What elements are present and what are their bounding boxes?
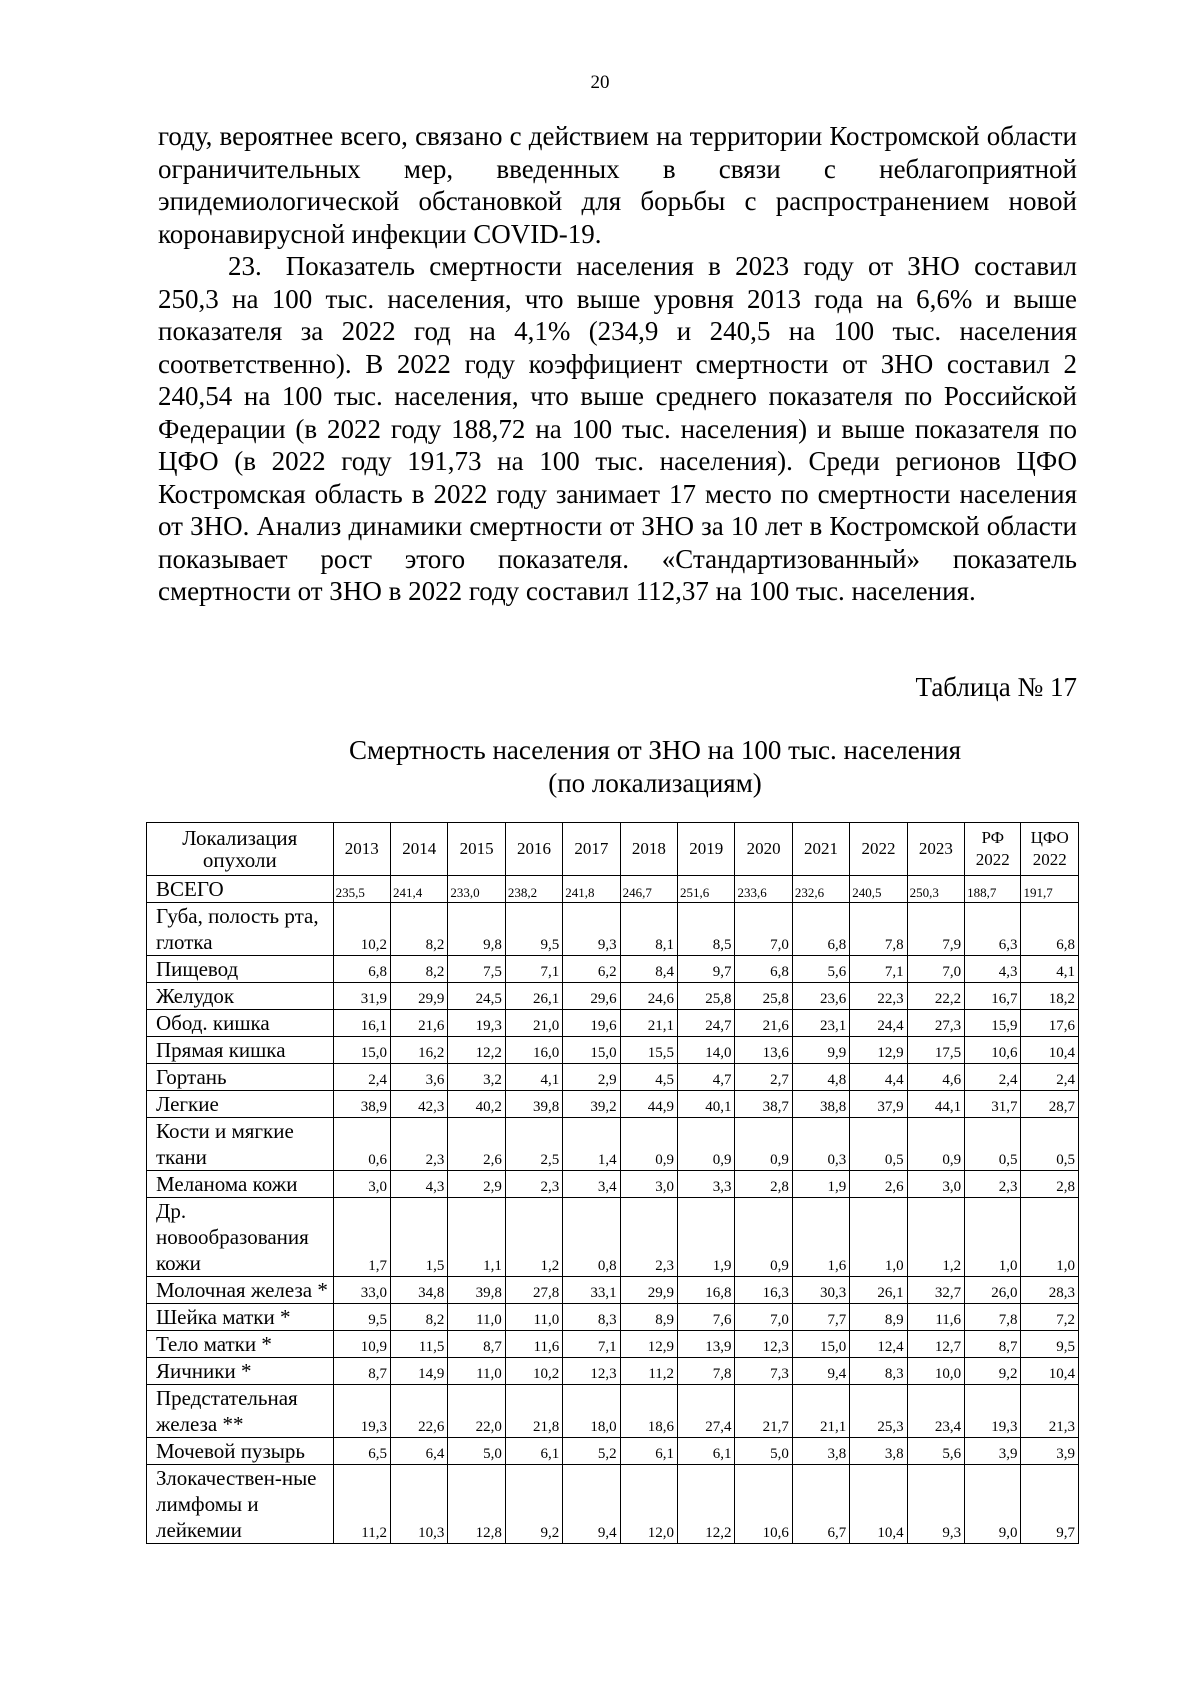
table-row (147, 1037, 1079, 1064)
table-cell: 251,6 (678, 876, 735, 903)
table-cell: 39,8 (505, 1091, 562, 1118)
header-row (147, 823, 1079, 876)
table-cell: 7,1 (850, 956, 907, 983)
table-cell: 24,7 (678, 1010, 735, 1037)
row-localization: Яичники * (147, 1358, 334, 1385)
table-cell: 4,6 (907, 1064, 964, 1091)
table-cell: 7,8 (850, 903, 907, 956)
page-number: 20 (590, 72, 610, 93)
table-cell: 16,1 (333, 1010, 390, 1037)
header-year: 2015 (448, 823, 505, 876)
table-cell: 1,5 (391, 1198, 448, 1277)
table-cell: 10,4 (850, 1465, 907, 1544)
table-cell: 12,9 (620, 1331, 677, 1358)
table-cell: 15,0 (333, 1037, 390, 1064)
table-cell: 233,6 (735, 876, 792, 903)
table-header (147, 823, 1079, 876)
row-localization: Губа, полость рта, глотка (147, 903, 334, 956)
table-cell: 0,5 (965, 1118, 1021, 1171)
table-cell: 31,9 (333, 983, 390, 1010)
table-cell: 9,2 (965, 1358, 1021, 1385)
table-cell: 3,0 (333, 1171, 390, 1198)
table-cell: 8,4 (620, 956, 677, 983)
table-cell: 39,8 (448, 1277, 505, 1304)
table-cell: 3,2 (448, 1064, 505, 1091)
table-cell: 8,7 (333, 1358, 390, 1385)
table-row (147, 1465, 1079, 1544)
table-cell: 1,9 (678, 1198, 735, 1277)
table-cell: 2,6 (850, 1171, 907, 1198)
header-year: 2019 (678, 823, 735, 876)
table-cell: 12,7 (907, 1331, 964, 1358)
table-cell: 4,3 (391, 1171, 448, 1198)
table-row (147, 1358, 1079, 1385)
table-cell: 11,6 (505, 1331, 562, 1358)
table-cell: 9,5 (1021, 1331, 1079, 1358)
table-cell: 2,3 (965, 1171, 1021, 1198)
table-cell: 0,9 (735, 1118, 792, 1171)
table-cell: 8,2 (391, 956, 448, 983)
table-cell: 11,2 (333, 1465, 390, 1544)
mortality-table (146, 822, 1079, 1544)
table-cell: 33,0 (333, 1277, 390, 1304)
table-cell: 7,7 (792, 1304, 849, 1331)
table-cell: 4,1 (1021, 956, 1079, 983)
table-cell: 8,3 (563, 1304, 620, 1331)
table-row (147, 1171, 1079, 1198)
table-cell: 3,9 (965, 1438, 1021, 1465)
table-cell: 21,0 (505, 1010, 562, 1037)
table-cell: 1,0 (850, 1198, 907, 1277)
table-cell: 9,7 (1021, 1465, 1079, 1544)
table-cell: 5,0 (448, 1438, 505, 1465)
table-cell: 8,7 (965, 1331, 1021, 1358)
table-cell: 4,5 (620, 1064, 677, 1091)
table-cell: 10,2 (333, 903, 390, 956)
table-cell: 2,3 (505, 1171, 562, 1198)
table-cell: 22,2 (907, 983, 964, 1010)
table-cell: 1,4 (563, 1118, 620, 1171)
table-cell: 3,9 (1021, 1438, 1079, 1465)
table-cell: 250,3 (907, 876, 964, 903)
table-cell: 6,1 (678, 1438, 735, 1465)
table-cell: 28,7 (1021, 1091, 1079, 1118)
row-localization: Легкие (147, 1091, 334, 1118)
table-cell: 232,6 (792, 876, 849, 903)
table-cell: 241,4 (391, 876, 448, 903)
table-cell: 7,9 (907, 903, 964, 956)
table-cell: 246,7 (620, 876, 677, 903)
table-cell: 10,0 (907, 1358, 964, 1385)
table-cell: 21,8 (505, 1385, 562, 1438)
table-cell: 8,2 (391, 1304, 448, 1331)
header-year: 2016 (505, 823, 562, 876)
table-cell: 0,5 (1021, 1118, 1079, 1171)
table-cell: 16,3 (735, 1277, 792, 1304)
table-cell: 15,0 (792, 1331, 849, 1358)
table-cell: 40,1 (678, 1091, 735, 1118)
table-cell: 19,6 (563, 1010, 620, 1037)
table-cell: 0,5 (850, 1118, 907, 1171)
table-cell: 42,3 (391, 1091, 448, 1118)
table-cell: 0,9 (620, 1118, 677, 1171)
table-cell: 31,7 (965, 1091, 1021, 1118)
header-year: 2022 (850, 823, 907, 876)
table-cell: 44,9 (620, 1091, 677, 1118)
table-cell: 29,9 (391, 983, 448, 1010)
table-cell: 0,9 (678, 1118, 735, 1171)
table-cell: 15,5 (620, 1037, 677, 1064)
row-localization: Прямая кишка (147, 1037, 334, 1064)
table-cell: 24,6 (620, 983, 677, 1010)
table-cell: 2,8 (1021, 1171, 1079, 1198)
table-cell: 3,4 (563, 1171, 620, 1198)
header-year: 2017 (563, 823, 620, 876)
header-localization: Локализация опухоли (147, 823, 334, 876)
table-cell: 9,0 (965, 1465, 1021, 1544)
table-row (147, 1091, 1079, 1118)
table-cell: 22,3 (850, 983, 907, 1010)
table-cell: 8,1 (620, 903, 677, 956)
table-cell: 13,6 (735, 1037, 792, 1064)
table-row (147, 1010, 1079, 1037)
table-cell: 8,9 (850, 1304, 907, 1331)
row-localization: Обод. кишка (147, 1010, 334, 1037)
table-cell: 21,1 (792, 1385, 849, 1438)
table-cell: 16,8 (678, 1277, 735, 1304)
table-cell: 9,5 (333, 1304, 390, 1331)
table-cell: 7,0 (907, 956, 964, 983)
mortality-table-wrapper (146, 822, 1079, 1544)
table-cell: 38,8 (792, 1091, 849, 1118)
table-cell: 2,3 (391, 1118, 448, 1171)
table-cell: 7,0 (735, 903, 792, 956)
table-cell: 9,2 (505, 1465, 562, 1544)
table-row (147, 1304, 1079, 1331)
header-year: 2013 (333, 823, 390, 876)
table-cell: 21,6 (735, 1010, 792, 1037)
table-cell: 4,3 (965, 956, 1021, 983)
table-row (147, 1198, 1079, 1277)
table-cell: 10,6 (735, 1465, 792, 1544)
table-cell: 7,8 (678, 1358, 735, 1385)
row-localization: Предстательная железа ** (147, 1385, 334, 1438)
table-cell: 241,8 (563, 876, 620, 903)
table-cell: 32,7 (907, 1277, 964, 1304)
table-cell: 29,9 (620, 1277, 677, 1304)
row-localization: Кости и мягкие ткани (147, 1118, 334, 1171)
header-year: 2021 (792, 823, 849, 876)
table-cell: 3,0 (907, 1171, 964, 1198)
table-cell: 6,1 (505, 1438, 562, 1465)
table-cell: 14,9 (391, 1358, 448, 1385)
header-year: 2020 (735, 823, 792, 876)
table-cell: 16,2 (391, 1037, 448, 1064)
table-row (147, 1385, 1079, 1438)
table-cell: 6,4 (391, 1438, 448, 1465)
table-row (147, 956, 1079, 983)
row-localization: Др. новообразования кожи (147, 1198, 334, 1277)
table-cell: 11,6 (907, 1304, 964, 1331)
table-cell: 6,8 (1021, 903, 1079, 956)
table-title-line2: (по локализациям) (548, 768, 762, 798)
table-cell: 6,1 (620, 1438, 677, 1465)
table-cell: 21,1 (620, 1010, 677, 1037)
table-cell: 39,2 (563, 1091, 620, 1118)
table-cell: 1,7 (333, 1198, 390, 1277)
table-cell: 7,6 (678, 1304, 735, 1331)
table-cell: 10,4 (1021, 1037, 1079, 1064)
table-cell: 1,1 (448, 1198, 505, 1277)
table-cell: 2,9 (563, 1064, 620, 1091)
paragraph-number: 23. (228, 251, 262, 281)
table-cell: 18,0 (563, 1385, 620, 1438)
body-text (158, 120, 1077, 608)
row-localization: Меланома кожи (147, 1171, 334, 1198)
table-cell: 0,9 (907, 1118, 964, 1171)
table-cell: 38,9 (333, 1091, 390, 1118)
table-cell: 8,7 (448, 1331, 505, 1358)
table-cell: 16,0 (505, 1037, 562, 1064)
table-cell: 19,3 (965, 1385, 1021, 1438)
table-cell: 14,0 (678, 1037, 735, 1064)
table-cell: 37,9 (850, 1091, 907, 1118)
table-cell: 7,5 (448, 956, 505, 983)
table-label: Таблица № 17 (915, 672, 1077, 702)
table-cell: 8,2 (391, 903, 448, 956)
table-cell: 8,3 (850, 1358, 907, 1385)
table-cell: 25,3 (850, 1385, 907, 1438)
row-localization: Молочная железа * (147, 1277, 334, 1304)
table-body (147, 876, 1079, 1544)
paragraph-mortality (158, 250, 1077, 608)
table-cell: 27,3 (907, 1010, 964, 1037)
table-cell: 23,1 (792, 1010, 849, 1037)
table-cell: 18,2 (1021, 983, 1079, 1010)
row-localization: Тело матки * (147, 1331, 334, 1358)
paragraph-mortality-text: Показатель смертности населения в 2023 году от ЗНО составил 250,3 на 100 тыс. населения, что выше уровня 2013 года на 6,6% и выше показателя за 2022 год на 4,1% (234,9 и 240,5 на 100 тыс. населения соответственно). В 2022 году коэффициент смертности от ЗНО составил 2 240,54 на 100 тыс. населения, что выше среднего показателя по Российской Федерации (в 2022 году 188,72 на 100 тыс. населения) и выше показателя по ЦФО (в 2022 году 191,73 на 100 тыс. населения). Среди регионов ЦФО Костромская область в 2022 году занимает 17 место по смертности населения от ЗНО. Анализ динамики смертности от ЗНО за 10 лет в Костромской области показывает рост этого показателя. «Стандартизованный» показатель смертности от ЗНО в 2022 году составил 112,37 на 100 тыс. населения. (158, 251, 1077, 606)
row-localization: Гортань (147, 1064, 334, 1091)
table-cell: 40,2 (448, 1091, 505, 1118)
table-cell: 27,4 (678, 1385, 735, 1438)
table-cell: 12,2 (448, 1037, 505, 1064)
table-cell: 1,2 (505, 1198, 562, 1277)
table-cell: 2,3 (620, 1198, 677, 1277)
table-cell: 1,6 (792, 1198, 849, 1277)
table-row (147, 1277, 1079, 1304)
table-row (147, 876, 1079, 903)
table-cell: 22,6 (391, 1385, 448, 1438)
table-cell: 11,0 (448, 1358, 505, 1385)
table-cell: 6,5 (333, 1438, 390, 1465)
table-cell: 9,4 (563, 1465, 620, 1544)
table-cell: 34,8 (391, 1277, 448, 1304)
table-cell: 0,3 (792, 1118, 849, 1171)
table-cell: 3,3 (678, 1171, 735, 1198)
table-cell: 5,6 (792, 956, 849, 983)
table-cell: 6,3 (965, 903, 1021, 956)
header-year: 2018 (620, 823, 677, 876)
table-cell: 188,7 (965, 876, 1021, 903)
table-cell: 5,2 (563, 1438, 620, 1465)
table-cell: 16,7 (965, 983, 1021, 1010)
table-cell: 15,0 (563, 1037, 620, 1064)
header-year: 2023 (907, 823, 964, 876)
table-cell: 10,6 (965, 1037, 1021, 1064)
table-cell: 13,9 (678, 1331, 735, 1358)
table-cell: 2,4 (965, 1064, 1021, 1091)
table-cell: 235,5 (333, 876, 390, 903)
table-cell: 4,8 (792, 1064, 849, 1091)
table-title (0, 734, 1200, 800)
table-cell: 19,3 (448, 1010, 505, 1037)
table-cell: 21,7 (735, 1385, 792, 1438)
table-cell: 9,3 (563, 903, 620, 956)
row-localization: ВСЕГО (147, 876, 334, 903)
table-row (147, 903, 1079, 956)
table-row (147, 1064, 1079, 1091)
table-cell: 15,9 (965, 1010, 1021, 1037)
row-localization: Пищевод (147, 956, 334, 983)
table-cell: 19,3 (333, 1385, 390, 1438)
table-cell: 1,9 (792, 1171, 849, 1198)
table-cell: 2,8 (735, 1171, 792, 1198)
table-cell: 26,1 (505, 983, 562, 1010)
table-cell: 238,2 (505, 876, 562, 903)
table-cell: 7,0 (735, 1304, 792, 1331)
table-cell: 6,8 (333, 956, 390, 983)
table-cell: 6,8 (792, 903, 849, 956)
table-cell: 12,2 (678, 1465, 735, 1544)
table-cell: 26,0 (965, 1277, 1021, 1304)
table-cell: 2,4 (1021, 1064, 1079, 1091)
table-cell: 2,7 (735, 1064, 792, 1091)
table-cell: 11,0 (505, 1304, 562, 1331)
table-row (147, 1118, 1079, 1171)
table-cell: 6,8 (735, 956, 792, 983)
table-cell: 7,8 (965, 1304, 1021, 1331)
table-cell: 240,5 (850, 876, 907, 903)
table-cell: 12,9 (850, 1037, 907, 1064)
row-localization: Желудок (147, 983, 334, 1010)
header-year: РФ 2022 (965, 823, 1021, 876)
table-cell: 8,5 (678, 903, 735, 956)
table-cell: 25,8 (678, 983, 735, 1010)
table-cell: 24,4 (850, 1010, 907, 1037)
table-cell: 9,8 (448, 903, 505, 956)
table-cell: 17,5 (907, 1037, 964, 1064)
table-cell: 11,2 (620, 1358, 677, 1385)
table-cell: 11,0 (448, 1304, 505, 1331)
table-cell: 9,7 (678, 956, 735, 983)
table-cell: 22,0 (448, 1385, 505, 1438)
table-cell: 24,5 (448, 983, 505, 1010)
header-year: 2014 (391, 823, 448, 876)
table-cell: 7,1 (563, 1331, 620, 1358)
table-cell: 29,6 (563, 983, 620, 1010)
table-cell: 23,4 (907, 1385, 964, 1438)
table-cell: 2,9 (448, 1171, 505, 1198)
table-cell: 8,9 (620, 1304, 677, 1331)
table-cell: 21,3 (1021, 1385, 1079, 1438)
table-cell: 28,3 (1021, 1277, 1079, 1304)
row-localization: Злокачествен-ные лимфомы и лейкемии (147, 1465, 334, 1544)
table-cell: 9,4 (792, 1358, 849, 1385)
table-cell: 4,4 (850, 1064, 907, 1091)
table-cell: 3,6 (391, 1064, 448, 1091)
table-cell: 0,6 (333, 1118, 390, 1171)
table-cell: 1,0 (965, 1198, 1021, 1277)
table-cell: 27,8 (505, 1277, 562, 1304)
table-cell: 7,2 (1021, 1304, 1079, 1331)
table-cell: 3,0 (620, 1171, 677, 1198)
table-cell: 9,5 (505, 903, 562, 956)
table-cell: 0,9 (735, 1198, 792, 1277)
table-cell: 38,7 (735, 1091, 792, 1118)
table-cell: 33,1 (563, 1277, 620, 1304)
table-cell: 2,6 (448, 1118, 505, 1171)
table-cell: 9,3 (907, 1465, 964, 1544)
table-row (147, 1331, 1079, 1358)
paragraph-covid: году, вероятнее всего, связано с действием на территории Костромской области ограничительных мер, введенных в связи с неблагоприятной эпидемиологической обстановкой для борьбы с распространением новой коронавирусной инфекции COVID-19. (158, 121, 1077, 249)
table-cell: 9,9 (792, 1037, 849, 1064)
table-cell: 2,4 (333, 1064, 390, 1091)
table-cell: 12,0 (620, 1465, 677, 1544)
table-cell: 3,8 (850, 1438, 907, 1465)
table-cell: 17,6 (1021, 1010, 1079, 1037)
table-cell: 10,4 (1021, 1358, 1079, 1385)
table-cell: 4,1 (505, 1064, 562, 1091)
table-title-line1: Смертность населения от ЗНО на 100 тыс. населения (348, 735, 962, 765)
table-cell: 11,5 (391, 1331, 448, 1358)
row-localization: Мочевой пузырь (147, 1438, 334, 1465)
table-cell: 18,6 (620, 1385, 677, 1438)
table-cell: 12,4 (850, 1331, 907, 1358)
table-cell: 3,8 (792, 1438, 849, 1465)
table-cell: 233,0 (448, 876, 505, 903)
table-cell: 191,7 (1021, 876, 1079, 903)
table-cell: 10,2 (505, 1358, 562, 1385)
table-cell: 44,1 (907, 1091, 964, 1118)
table-cell: 21,6 (391, 1010, 448, 1037)
table-cell: 5,0 (735, 1438, 792, 1465)
row-localization: Шейка матки * (147, 1304, 334, 1331)
table-cell: 7,1 (505, 956, 562, 983)
table-cell: 5,6 (907, 1438, 964, 1465)
table-cell: 26,1 (850, 1277, 907, 1304)
table-cell: 10,9 (333, 1331, 390, 1358)
table-cell: 0,8 (563, 1198, 620, 1277)
table-row (147, 1438, 1079, 1465)
table-cell: 6,7 (792, 1465, 849, 1544)
table-cell: 4,7 (678, 1064, 735, 1091)
table-cell: 12,3 (735, 1331, 792, 1358)
table-cell: 7,3 (735, 1358, 792, 1385)
table-cell: 6,2 (563, 956, 620, 983)
table-cell: 1,2 (907, 1198, 964, 1277)
table-cell: 25,8 (735, 983, 792, 1010)
header-year: ЦФО 2022 (1021, 823, 1079, 876)
table-cell: 23,6 (792, 983, 849, 1010)
table-cell: 10,3 (391, 1465, 448, 1544)
table-cell: 30,3 (792, 1277, 849, 1304)
table-cell: 2,5 (505, 1118, 562, 1171)
table-row (147, 983, 1079, 1010)
table-cell: 12,3 (563, 1358, 620, 1385)
table-cell: 1,0 (1021, 1198, 1079, 1277)
table-cell: 12,8 (448, 1465, 505, 1544)
